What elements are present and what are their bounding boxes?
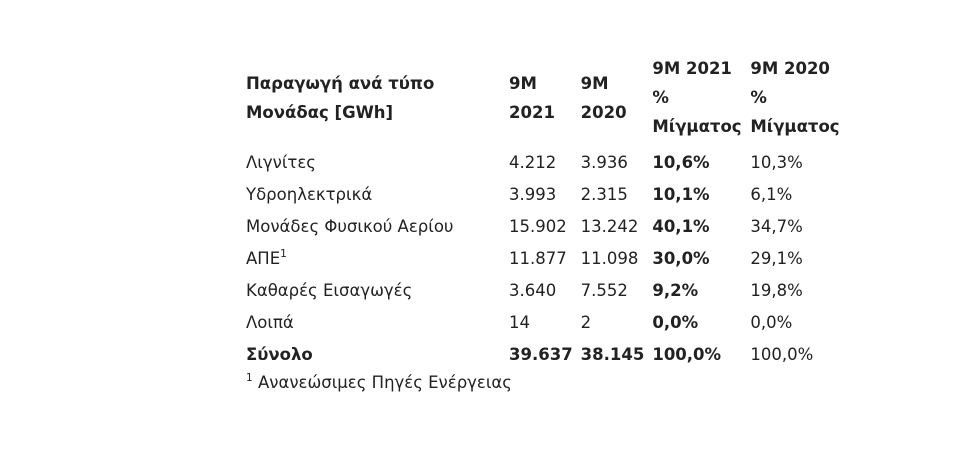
mix-9m-2021: 9,2% [652,281,699,300]
mix-9m-2020: 34,7% [750,217,803,236]
table-row [238,275,840,307]
generation-table-container [238,54,840,371]
value-9m-2021: 4.212 [509,153,557,172]
header-mix-2020 [742,54,840,147]
total-row [238,339,840,371]
row-label: Καθαρές Εισαγωγές [246,281,413,300]
header-row [238,54,840,147]
mix-9m-2020: 29,1% [750,249,803,268]
header-unit-type-text: Παραγωγή ανά τύπο Μονάδας [GWh] [246,73,435,122]
mix-9m-2020: 6,1% [750,185,793,204]
total-mix-2020: 100,0% [750,345,814,364]
row-label [238,243,501,275]
table-row [238,179,840,211]
mix-9m-2021: 40,1% [652,217,710,236]
row-label: Μονάδες Φυσικού Αερίου [246,217,454,236]
header-mix-2021 [644,54,742,147]
value-9m-2021: 14 [509,313,530,332]
mix-9m-2021: 10,1% [652,185,710,204]
header-mix-2021-text: 9M 2021 % Μίγματος [652,59,742,136]
row-label: Λιγνίτες [246,153,316,172]
value-9m-2020: 13.242 [580,217,639,236]
total-9m-2020: 38.145 [580,345,645,364]
value-9m-2020: 3.936 [580,153,628,172]
table-header [238,54,840,147]
total-9m-2021: 39.637 [509,345,573,364]
header-mix-2020-text: 9M 2020 % Μίγματος [750,59,840,136]
footnote-text: Ανανεώσιμες Πηγές Ενέργειας [257,373,512,392]
value-9m-2021: 3.993 [509,185,557,204]
value-9m-2020: 2 [580,313,592,332]
value-9m-2020: 7.552 [580,281,628,300]
total-label: Σύνολο [246,345,313,364]
table-body [238,147,840,371]
value-9m-2020: 2.315 [580,185,628,204]
table-row [238,147,840,179]
header-9m-2020-text: 9M 2020 [580,73,627,122]
table-row [238,307,840,339]
table-row [238,211,840,243]
mix-9m-2020: 19,8% [750,281,803,300]
table-row [238,243,840,275]
value-9m-2021: 11.877 [509,249,567,268]
mix-9m-2021: 30,0% [652,249,710,268]
footnote [246,372,512,394]
header-9m-2021 [501,54,573,147]
value-9m-2021: 15.902 [509,217,567,236]
mix-9m-2021: 10,6% [652,153,710,172]
footnote-marker: 1 [246,371,253,384]
mix-9m-2021: 0,0% [652,313,699,332]
row-label-text: ΑΠΕ [246,249,281,268]
header-9m-2021-text: 9M 2021 [509,73,555,122]
mix-9m-2020: 0,0% [750,313,793,332]
mix-9m-2020: 10,3% [750,153,803,172]
value-9m-2021: 3.640 [509,281,557,300]
total-mix-2021: 100,0% [652,345,722,364]
row-label: Λοιπά [246,313,294,332]
header-unit-type [238,54,501,147]
footnote-reference: 1 [280,247,287,260]
generation-by-unit-table [238,54,840,371]
header-9m-2020 [573,54,645,147]
value-9m-2020: 11.098 [580,249,639,268]
row-label: Υδροηλεκτρικά [246,185,373,204]
